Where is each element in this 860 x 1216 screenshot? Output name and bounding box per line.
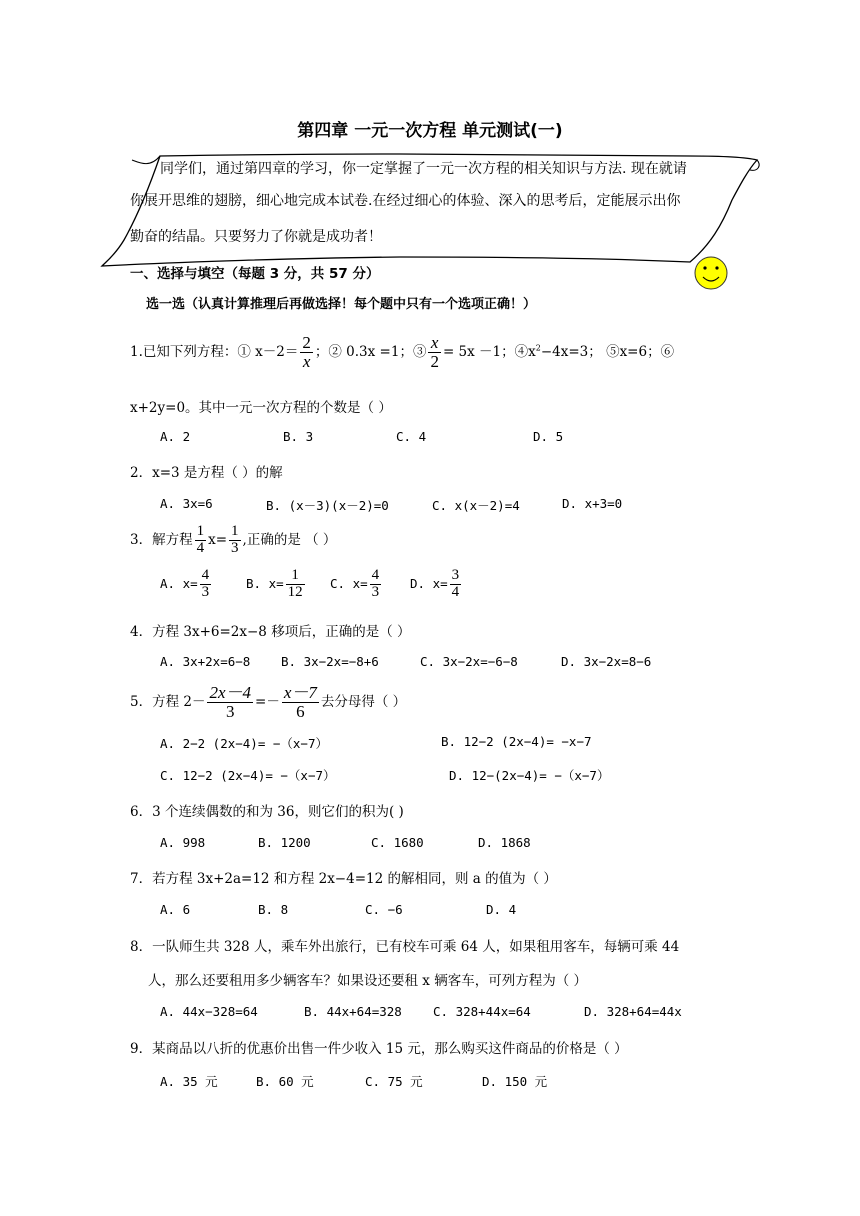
q4-option-b: B. 3x−2x=−8+6 xyxy=(281,654,379,669)
q4-option-a: A. 3x+2x=6−8 xyxy=(160,654,251,669)
q3-option-b: B. x= $\frac{1}{12}$ xyxy=(246,567,303,600)
q9-option-a: A. 35 元 xyxy=(160,1074,218,1089)
question-2-stem: 2．x=3 是方程（ ）的解 xyxy=(130,465,283,481)
q7-option-a: A. 6 xyxy=(160,902,191,917)
q6-option-d: D. 1868 xyxy=(478,835,531,850)
q4-option-d: D. 3x−2x=8−6 xyxy=(561,654,652,669)
fraction: $\frac{1}{4}$ xyxy=(196,523,205,556)
q6-option-c: C. 1680 xyxy=(371,835,424,850)
question-1-line-2: x+2y=0。其中一元一次方程的个数是（ ） xyxy=(130,400,392,416)
section-heading: 一、选择与填空（每题 3 分，共 57 分） xyxy=(130,266,380,282)
q8-option-a: A. 44x−328=64 xyxy=(160,1004,258,1019)
q8-option-c: C. 328+44x=64 xyxy=(433,1004,531,1019)
fraction: $\frac{1}{3}$ xyxy=(231,523,239,556)
sub-heading: 选一选（认真计算推理后再做选择！每个题中只有一个选项正确！） xyxy=(146,297,537,312)
q2-option-b: B. (x－3)(x－2)=0 xyxy=(266,498,389,513)
fraction: $\frac{x}{2}$ xyxy=(430,333,439,371)
q3-option-c: C. x= $\frac{4}{3}$ xyxy=(330,567,380,600)
question-8-line-1: 8．一队师生共 328 人，乘车外出旅行，已有校车可乘 64 人，如果租用客车，每辆可乘 44 xyxy=(130,939,680,955)
q9-option-b: B. 60 元 xyxy=(256,1074,314,1089)
question-6-stem: 6．3 个连续偶数的和为 36，则它们的积为( ) xyxy=(130,804,404,820)
q2-option-a: A. 3x=6 xyxy=(160,496,213,511)
question-3-stem: 3．解方程 $\frac{1}{4}$ x= $\frac{1}{3}$ ,正确的是 （ ） xyxy=(130,523,337,556)
q5-option-a: A. 2−2 (2x−4)= −（x−7） xyxy=(160,736,328,751)
q7-option-b: B. 8 xyxy=(258,902,289,917)
intro-line-1: 同学们，通过第四章的学习，你一定掌握了一元一次方程的相关知识与方法. 现在就请 xyxy=(160,161,687,177)
question-9-stem: 9．某商品以八折的优惠价出售一件少收入 15 元，那么购买这件商品的价格是（ ） xyxy=(130,1041,628,1057)
page-title: 第四章 一元一次方程 单元测试(一) xyxy=(297,121,563,141)
q4-option-c: C. 3x−2x=−6−8 xyxy=(420,654,518,669)
question-8-line-2: 人，那么还要租用多少辆客车？如果设还要租 x 辆客车，可列方程为（ ） xyxy=(148,973,587,989)
fraction: $\frac{x-7}{6}$ xyxy=(283,683,317,721)
question-7-stem: 7．若方程 3x+2a=12 和方程 2x−4=12 的解相同，则 a 的值为（ ） xyxy=(130,871,557,887)
q3-option-a: A. x= $\frac{4}{3}$ xyxy=(160,567,210,600)
question-5-stem: 5．方程 2－ $\frac{2x-4}{3}$ =－ $\frac{x-7}{6}$ 去分母得（ ） xyxy=(130,683,407,721)
question-4-stem: 4．方程 3x+6=2x−8 移项后，正确的是（ ） xyxy=(130,624,411,640)
fraction: $\frac{2x-4}{3}$ xyxy=(209,683,252,721)
fraction: $\frac{2}{x}$ xyxy=(302,333,311,371)
q1-option-a: A. 2 xyxy=(160,429,191,444)
q5-option-b: B. 12−2 (2x−4)= −x−7 xyxy=(441,734,592,749)
q2-option-c: C. x(x－2)=4 xyxy=(432,498,520,513)
q8-option-b: B. 44x+64=328 xyxy=(304,1004,402,1019)
q9-option-d: D. 150 元 xyxy=(482,1074,548,1089)
q5-option-c: C. 12−2 (2x−4)= −（x−7） xyxy=(160,768,336,783)
question-1-stem: 1.已知下列方程：① x－2＝ $\frac{2}{x}$ ；② 0.3x =1；③ $\frac{x}{2}$ = 5x －1；$④x^2-4x=3$； ⑤x=6；⑥ xyxy=(130,333,675,371)
q7-option-c: C. −6 xyxy=(365,902,403,917)
q6-option-b: B. 1200 xyxy=(258,835,311,850)
q1-option-b: B. 3 xyxy=(283,429,314,444)
q6-option-a: A. 998 xyxy=(160,835,206,850)
q1-option-c: C. 4 xyxy=(396,429,427,444)
q8-option-d: D. 328+64=44x xyxy=(584,1004,682,1019)
q1-option-d: D. 5 xyxy=(533,429,564,444)
q5-option-d: D. 12−(2x−4)= −（x−7） xyxy=(449,768,610,783)
intro-line-3: 勤奋的结晶。只要努力了你就是成功者！ xyxy=(130,229,382,245)
q3-option-d: D. x= $\frac{3}{4}$ xyxy=(410,567,460,600)
q7-option-d: D. 4 xyxy=(486,902,517,917)
intro-line-2: 你展开思维的翅膀，细心地完成本试卷.在经过细心的体验、深入的思考后，定能展示出你 xyxy=(130,193,681,209)
q9-option-c: C. 75 元 xyxy=(365,1074,423,1089)
smiley-face-icon xyxy=(695,257,727,289)
q2-option-d: D. x+3=0 xyxy=(562,496,623,511)
